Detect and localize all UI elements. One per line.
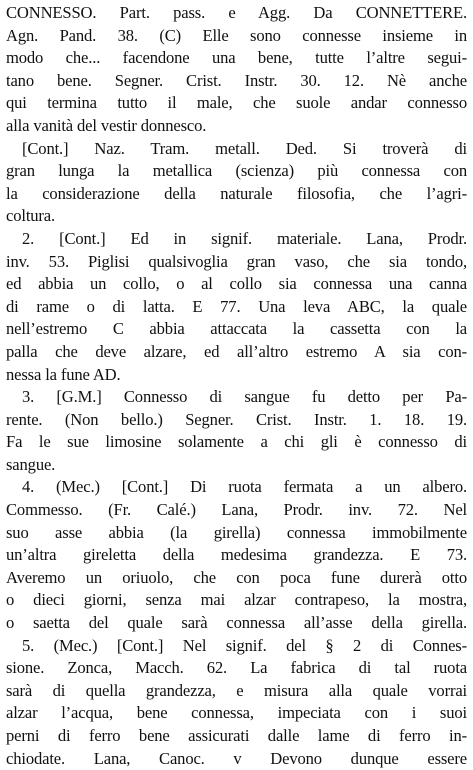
text-line: 3. [G.M.] Connesso di sangue fu detto per Pa- <box>22 387 467 407</box>
text-line: 4. (Mec.) [Cont.] Di ruota fermata a un albero. <box>22 477 467 497</box>
text-line: Commesso. (Fr. Calé.) Lana, Prodr. inv. 72. Nel <box>6 500 467 520</box>
text-line: modo che... facendone una bene, tutte l’altre segui- <box>6 48 467 68</box>
text-line: 2. [Cont.] Ed in signif. materiale. Lana, Prodr. <box>22 228 467 248</box>
text-line: o dieci giorni, senza mai alzar contrapeso, la mostra, <box>6 590 467 610</box>
text-line: ed abbia un collo, o al collo sia connessa una canna <box>6 274 467 294</box>
text-line: Agn. Pand. 38. (C) Elle sono connesse insieme in <box>6 25 467 45</box>
text-line: perni di ferro bene assicurati dalle lame di ferro in- <box>6 726 467 745</box>
text-line: gran lunga la metallica (scienza) più connessa con <box>6 161 467 181</box>
text-line: [Cont.] Naz. Tram. metall. Ded. Si troverà di <box>22 138 467 158</box>
text-line: palla che deve alzare, ed all’altro estremo A sia con- <box>6 341 467 361</box>
text-line: inv. 53. Piglisi qualsivoglia gran vaso, che sia tondo, <box>6 251 467 271</box>
text-line: alla vanità del vestir donnesco. <box>6 115 207 135</box>
text-line: coltura. <box>6 206 56 226</box>
text-line: tano bene. Segner. Crist. Instr. 30. 12. Nè anche <box>6 70 467 90</box>
text-line: sangue. <box>6 454 56 474</box>
text-line: nell’estremo C abbia attaccata la cassetta con la <box>6 319 467 339</box>
text-line: sione. Zonca, Macch. 62. La fabrica di tal ruota <box>6 658 467 678</box>
text-line: Fa le sue limosine solamente a chi gli è connesso di <box>6 432 467 452</box>
text-line: 5. (Mec.) [Cont.] Nel signif. del § 2 di Connes- <box>22 635 467 655</box>
text-line: Averemo un oriuolo, che con poca fune durerà otto <box>6 567 467 587</box>
text-line: nessa la fune AD. <box>6 364 121 384</box>
text-line: CONNESSO. Part. pass. e Agg. Da CONNETTERE. <box>6 3 467 22</box>
text-line: alzar l’acqua, bene connessa, impeciata con i suoi <box>6 703 467 723</box>
text-line: suo asse abbia (la girella) connessa immobilmente <box>6 522 467 542</box>
text-line: un’altra gireletta della medesima grandezza. E 73. <box>6 545 467 565</box>
text-line: la considerazione della naturale filosofia, che l’agri- <box>6 183 467 203</box>
text-line: chiodate. Lana, Canoc. v Devono dunque essere <box>6 748 467 768</box>
text-line: sarà di quella grandezza, e misura alla quale vorrai <box>6 680 467 700</box>
text-line: di rame o di latta. E 77. Una leva ABC, la quale <box>6 296 467 316</box>
text-line: rente. (Non bello.) Segner. Crist. Instr. 1. 18. 19. <box>6 409 467 429</box>
text-line: qui termina tutto il male, che suole andar connesso <box>6 93 467 113</box>
text-line: o saetta del quale sarà connessa all’asse della girella. <box>6 613 467 633</box>
